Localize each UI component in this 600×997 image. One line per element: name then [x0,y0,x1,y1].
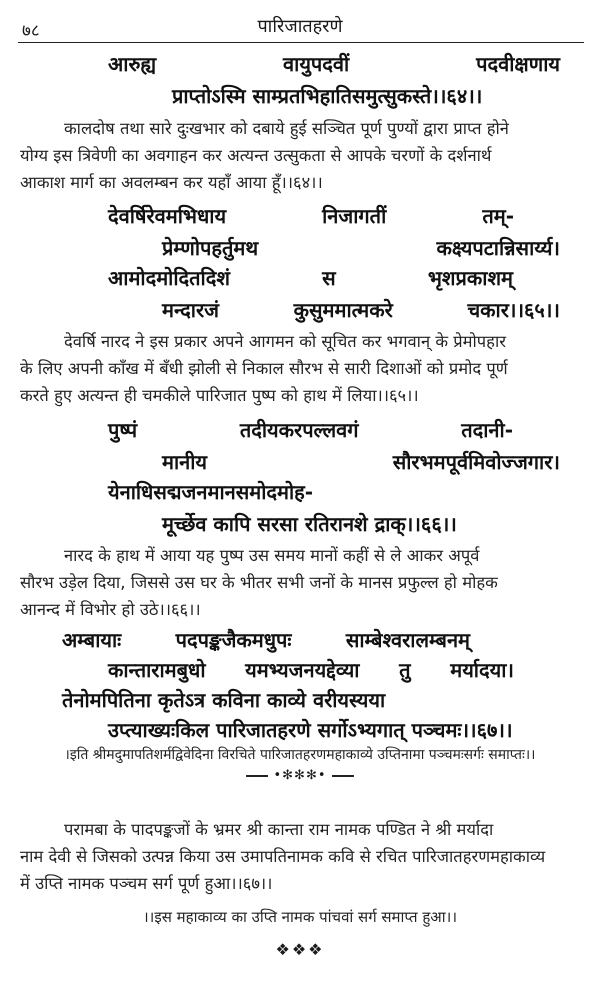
prose-67-line-2: नाम देवी से जिसको उत्पन्न किया उस उमापतिनामक कवि से रचित पारिजातहरणमहाकाव्य [20,847,546,866]
prose-65-line-3: करते हुए अत्यन्त ही चमकीले पारिजात पुष्प को हाथ में लिया।।६५।। [20,386,419,405]
end-ornament: ❖❖❖ [275,940,325,959]
verse-64-line-2: प्राप्तोऽस्मि साम्प्रतभिहातिसमुत्सुकस्ते।।६४।। [172,84,483,108]
verse-66-line-2: मानीय सौरभमपूर्वमिवोज्जगार। [162,450,560,474]
ornament-divider [0,768,600,783]
verse-67-line-1: अम्बायाः पदपङ्कजैकमधुपः साम्बेश्वरालम्बनम् [62,628,470,652]
prose-64-line-3: आकाश मार्ग का अवलम्बन कर यहाँ आया हूँ।।६४।। [20,173,323,192]
verse-66-line-4: मूर्च्छेव कापि सरसा रतिरानशे द्राक्।।६६।। [162,512,457,536]
verse-66-line-3: येनाधिसद्मजनमानसमोदमोह- [108,480,314,504]
verse-64-line-1: आरुह्य वायुपदवीं पदवीक्षणाय [108,52,560,76]
header-rule [18,42,584,43]
running-title: पारिजातहरणे [257,16,343,37]
verse-65-line-4: मन्दारजं कुसुममात्मकरे चकार।।६५।। [162,298,560,322]
colophon-hindi: ।।इस महाकाव्य का उप्ति नामक पांचवां सर्ग समाप्त हुआ।। [142,908,458,926]
verse-67-line-2: कान्तारामबुधो यमभ्यजनयद्देव्या तु मर्यादया। [108,658,514,682]
prose-65-line-2: के लिए अपनी काँख में बँधी झोली से निकाल सौरभ से सारी दिशाओं को प्रमोद पूर्ण [20,359,508,378]
verse-67-line-3: तेनोमपितिना कृतेऽत्र कविना काव्ये वरीयस्यया [62,688,386,712]
prose-67-line-3: में उप्ति नामक पञ्चम सर्ग पूर्ण हुआ।।६७।। [20,874,273,893]
ornament-glyphs: •✻✻✻• [273,768,327,783]
prose-66-line-3: आनन्द में विभोर हो उठे।।६६।। [20,600,201,619]
prose-67-line-1: परामबा के पादपङ्कजों के भ्रमर श्री कान्ता राम नामक पण्डित ने श्री मर्यादा [64,820,494,839]
verse-67-line-4: उप्त्याख्यःकिल पारिजातहरणे सर्गोऽभ्यगात् पञ्चमः।।६७।। [108,718,513,742]
verse-65-line-2: प्रेम्णोपहर्तुमथ कक्ष्यपटान्निसार्य्य। [162,236,560,260]
verse-65-line-1: देवर्षिरेवमभिधाय निजागतीं तम्- [108,204,514,228]
colophon-sanskrit: ।इति श्रीमदुमापतिशर्मद्विवेदिना विरचिते पारिजातहरणमहाकाव्ये उप्तिनामा पञ्चमःसर्गः समाप्तः।। [64,747,536,763]
prose-65-line-1: देवर्षि नारद ने इस प्रकार अपने आगमन को सूचित कर भगवान् के प्रेमोपहार [64,332,506,351]
prose-64-line-1: कालदोष तथा सारे दुःखभार को दबाये हुई सञ्चित पूर्ण पुण्यों द्वारा प्राप्त होने [64,119,509,138]
verse-66-line-1: पुष्पं तदीयकरपल्लवगं तदानी- [108,418,513,442]
prose-66-line-1: नारद के हाथ में आया यह पुष्प उस समय मानों कहीं से ले आकर अपूर्व [64,546,480,565]
verse-65-line-3: आमोदमोदितदिशं स भृशप्रकाशम् [108,266,513,290]
prose-66-line-2: सौरभ उड़ेल दिया, जिससे उस घर के भीतर सभी जनों के मानस प्रफुल्ल हो मोहक [20,573,498,592]
page-number: ७८ [22,21,40,41]
prose-64-line-2: योग्य इस त्रिवेणी का अवगाहन कर अत्यन्त उत्सुकता से आपके चरणों के दर्शनार्थ [20,146,492,165]
